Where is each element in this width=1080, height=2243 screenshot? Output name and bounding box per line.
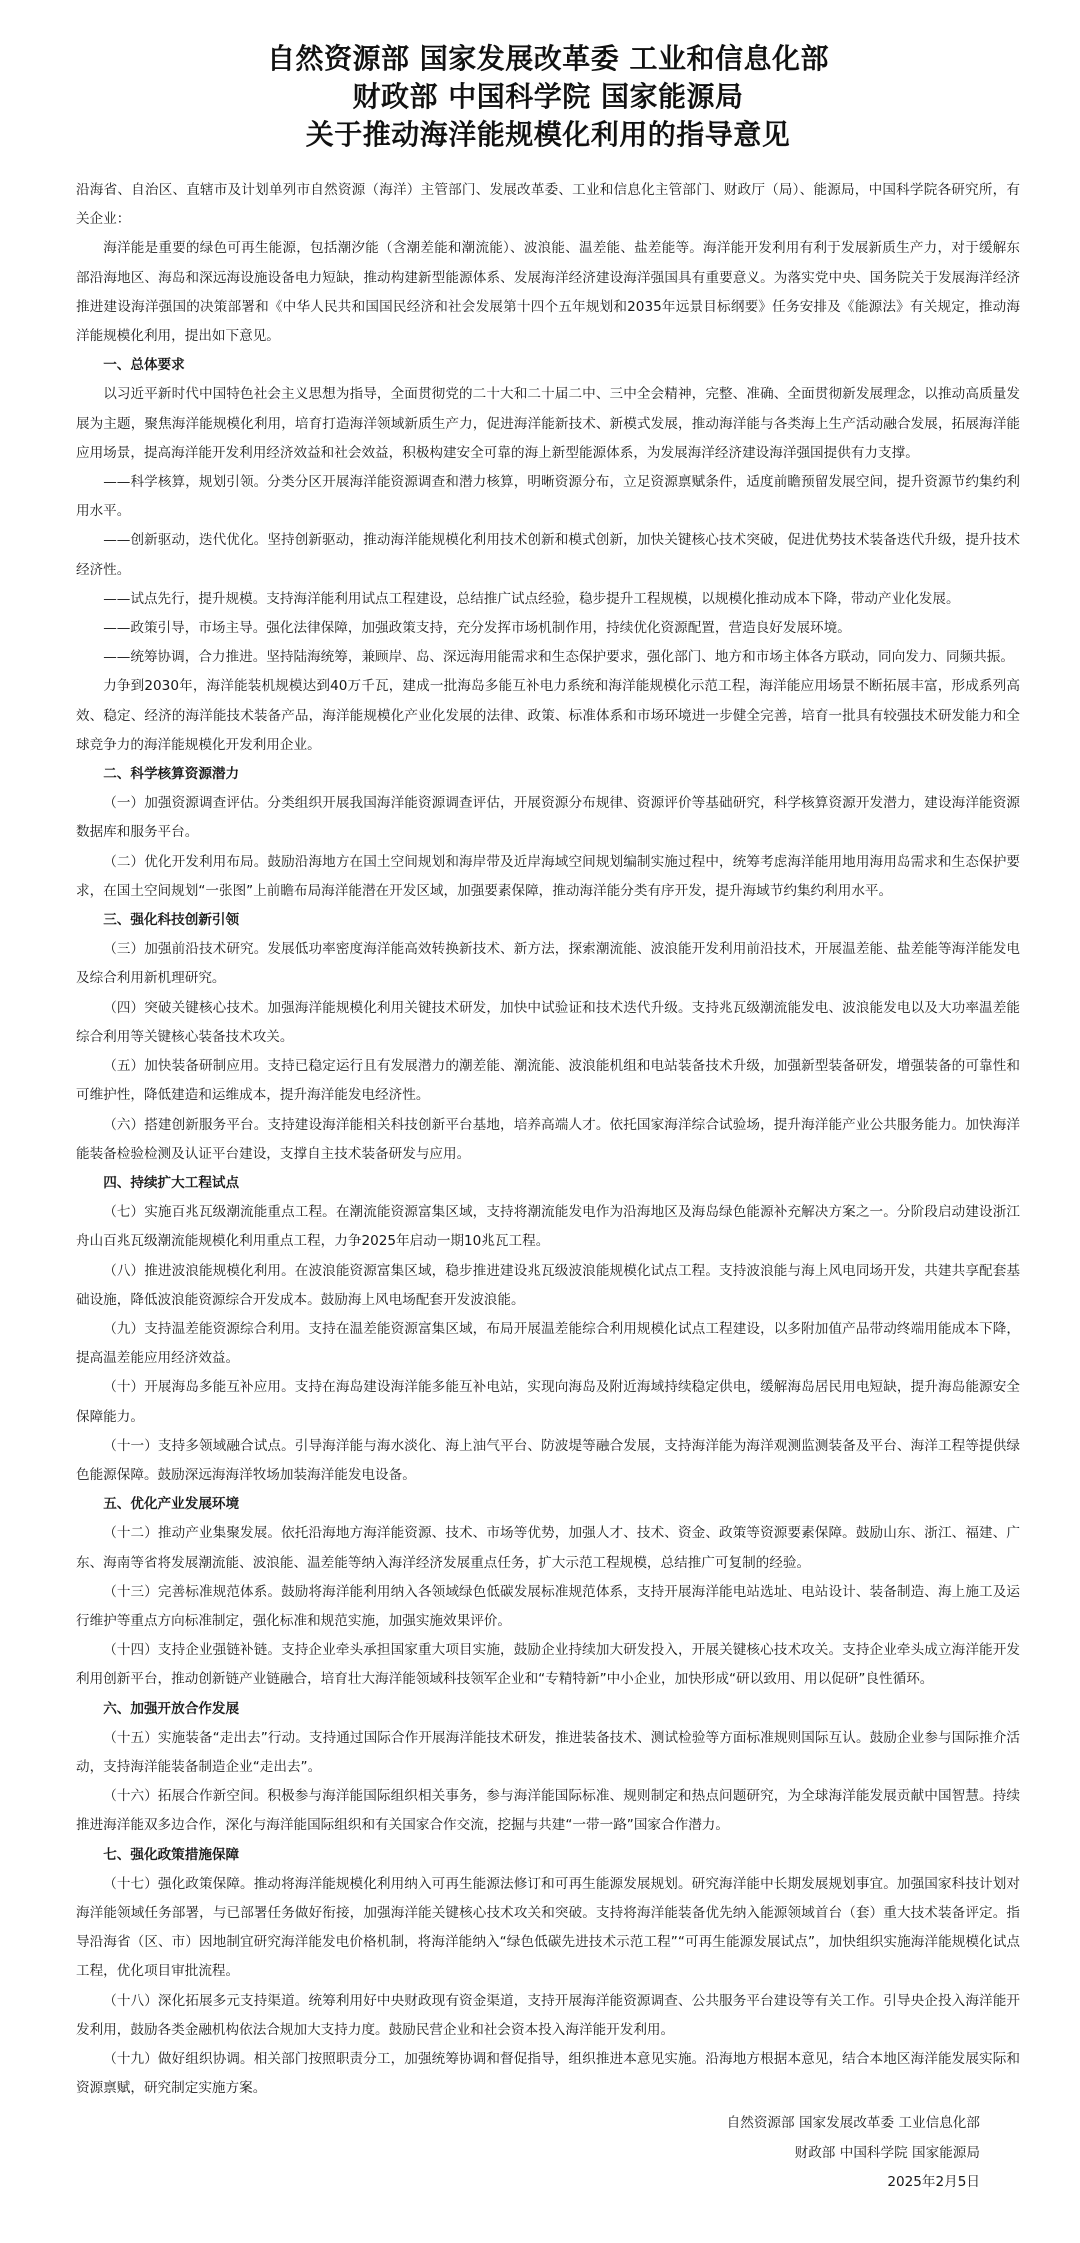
body-paragraph: （十）开展海岛多能互补应用。支持在海岛建设海洋能多能互补电站，实现向海岛及附近海域持续稳定供电，缓解海岛居民用电短缺，提升海岛能源安全保障能力。 [76, 1379, 1020, 1425]
section-heading: 五、优化产业发展环境 [103, 1496, 240, 1513]
body-paragraph: （二）优化开发利用布局。鼓励沿海地方在国土空间规划和海岸带及近岸海域空间规划编制实施过程中，统筹考虑海洋能用地用海用岛需求和生态保护要求，在国土空间规划“一张图”上前瞻布局海洋能潜在开发区域，加强要素保障，推动海洋能分类有序开发，提升海域节约集约利用水平。 [76, 853, 1020, 899]
title-line-2: 财政部 中国科学院 国家能源局 [352, 80, 744, 113]
body-paragraph: （十五）实施装备“走出去”行动。支持通过国际合作开展海洋能技术研发，推进装备技术、测试检验等方面标准规则国际互认。鼓励企业参与国际推介活动，支持海洋能装备制造企业“走出去”。 [76, 1729, 1020, 1775]
body-paragraph: （七）实施百兆瓦级潮流能重点工程。在潮流能资源富集区域，支持将潮流能发电作为沿海地区及海岛绿色能源补充解决方案之一。分阶段启动建设浙江舟山百兆瓦级潮流能规模化利用重点工程，力争2025年启动一期10兆瓦工程。 [76, 1204, 1020, 1250]
document-title [76, 40, 1020, 154]
body-paragraph: （五）加快装备研制应用。支持已稳定运行且有发展潜力的潮差能、潮流能、波浪能机组和电站装备技术升级，加强新型装备研发，增强装备的可靠性和可维护性，降低建造和运维成本，提升海洋能发电经济性。 [76, 1058, 1020, 1104]
body-paragraph: ——科学核算，规划引领。分类分区开展海洋能资源调查和潜力核算，明晰资源分布，立足资源禀赋条件，适度前瞻预留发展空间，提升资源节约集约利用水平。 [76, 474, 1020, 520]
body-paragraph: （十四）支持企业强链补链。支持企业牵头承担国家重大项目实施，鼓励企业持续加大研发投入，开展关键核心技术攻关。支持企业牵头成立海洋能开发利用创新平台，推动创新链产业链融合，培育壮大海洋能领域科技领军企业和“专精特新”中小企业，加快形成“研以致用、用以促研”良性循环。 [76, 1642, 1020, 1688]
title-line-1: 自然资源部 国家发展改革委 工业和信息化部 [267, 42, 829, 75]
body-paragraph: （三）加强前沿技术研究。发展低功率密度海洋能高效转换新技术、新方法，探索潮流能、波浪能开发利用前沿技术，开展温差能、盐差能等海洋能发电及综合利用新机理研究。 [76, 941, 1020, 987]
body-paragraph: （十七）强化政策保障。推动将海洋能规模化利用纳入可再生能源法修订和可再生能源发展规划。研究海洋能中长期发展规划事宜。加强国家科技计划对海洋能领域任务部署，与已部署任务做好衔接，加强海洋能关键核心技术攻关和突破。支持将海洋能装备优先纳入能源领域首台（套）重大技术装备评定。指导沿海省（区、市）因地制宜研究海洋能发电价格机制，将海洋能纳入“绿色低碳先进技术示范工程”“可再生能源发展试点”，加快组织实施海洋能规模化试点工程，优化项目审批流程。 [76, 1875, 1020, 1980]
addressee: 沿海省、自治区、直辖市及计划单列市自然资源（海洋）主管部门、发展改革委、工业和信息化主管部门、财政厅（局）、能源局，中国科学院各研究所，有关企业： [76, 182, 1020, 228]
body-paragraph: （十三）完善标准规范体系。鼓励将海洋能利用纳入各领域绿色低碳发展标准规范体系，支持开展海洋能电站选址、电站设计、装备制造、海上施工及运行维护等重点方向标准制定，强化标准和规范实施，加强实施效果评价。 [76, 1583, 1020, 1629]
signature-line-2: 财政部 中国科学院 国家能源局 [794, 2144, 980, 2161]
body-paragraph: 海洋能是重要的绿色可再生能源，包括潮汐能（含潮差能和潮流能）、波浪能、温差能、盐差能等。海洋能开发利用有利于发展新质生产力，对于缓解东部沿海地区、海岛和深远海设施设备电力短缺，推动构建新型能源体系、发展海洋经济建设海洋强国具有重要意义。为落实党中央、国务院关于发展海洋经济推进建设海洋强国的决策部署和《中华人民共和国国民经济和社会发展第十四个五年规划和2035年远景目标纲要》任务安排及《能源法》有关规定，推动海洋能规模化利用，提出如下意见。 [76, 240, 1020, 345]
title-line-3: 关于推动海洋能规模化利用的指导意见 [305, 118, 791, 151]
signature-block [76, 2109, 1020, 2197]
body-paragraph: （一）加强资源调查评估。分类组织开展我国海洋能资源调查评估，开展资源分布规律、资源评价等基础研究，科学核算资源开发潜力，建设海洋能资源数据库和服务平台。 [76, 795, 1020, 841]
body-paragraph: 力争到2030年，海洋能装机规模达到40万千瓦，建成一批海岛多能互补电力系统和海洋能规模化示范工程，海洋能应用场景不断拓展丰富，形成系列高效、稳定、经济的海洋能技术装备产品，海洋能规模化产业化发展的法律、政策、标准体系和市场环境进一步健全完善，培育一批具有较强技术研发能力和全球竞争力的海洋能规模化开发利用企业。 [76, 678, 1020, 753]
body-paragraph: 以习近平新时代中国特色社会主义思想为指导，全面贯彻党的二十大和二十届二中、三中全会精神，完整、准确、全面贯彻新发展理念，以推动高质量发展为主题，聚焦海洋能规模化利用，培育打造海洋领域新质生产力，促进海洋能新技术、新模式发展，推动海洋能与各类海上生产活动融合发展，拓展海洋能应用场景，提高海洋能开发利用经济效益和社会效益，积极构建安全可靠的海上新型能源体系，为发展海洋经济建设海洋强国提供有力支撑。 [76, 386, 1020, 461]
section-heading: 六、加强开放合作发展 [103, 1700, 240, 1717]
section-heading: 二、科学核算资源潜力 [103, 766, 240, 783]
body-paragraph: （十六）拓展合作新空间。积极参与海洋能国际组织相关事务，参与海洋能国际标准、规则制定和热点问题研究，为全球海洋能发展贡献中国智慧。持续推进海洋能双多边合作，深化与海洋能国际组织和有关国家合作交流，挖掘与共建“一带一路”国家合作潜力。 [76, 1788, 1020, 1834]
body-paragraph: ——政策引导，市场主导。强化法律保障，加强政策支持，充分发挥市场机制作用，持续优化资源配置，营造良好发展环境。 [103, 620, 851, 637]
body-paragraph: ——试点先行，提升规模。支持海洋能利用试点工程建设，总结推广试点经验，稳步提升工程规模，以规模化推动成本下降，带动产业化发展。 [103, 590, 960, 607]
section-heading: 七、强化政策措施保障 [103, 1846, 240, 1863]
document-body [76, 176, 1020, 2103]
body-paragraph: （六）搭建创新服务平台。支持建设海洋能相关科技创新平台基地，培养高端人才。依托国家海洋综合试验场，提升海洋能产业公共服务能力。加快海洋能装备检验检测及认证平台建设，支撑自主技术装备研发与应用。 [76, 1116, 1020, 1162]
body-paragraph: （十二）推动产业集聚发展。依托沿海地方海洋能资源、技术、市场等优势，加强人才、技术、资金、政策等资源要素保障。鼓励山东、浙江、福建、广东、海南等省将发展潮流能、波浪能、温差能等纳入海洋经济发展重点任务，扩大示范工程规模，总结推广可复制的经验。 [76, 1525, 1020, 1571]
body-paragraph: （八）推进波浪能规模化利用。在波浪能资源富集区域，稳步推进建设兆瓦级波浪能规模化试点工程。支持波浪能与海上风电同场开发，共建共享配套基础设施，降低波浪能资源综合开发成本。鼓励海上风电场配套开发波浪能。 [76, 1262, 1020, 1308]
section-heading: 一、总体要求 [103, 357, 185, 374]
body-paragraph: （十九）做好组织协调。相关部门按照职责分工，加强统筹协调和督促指导，组织推进本意见实施。沿海地方根据本意见，结合本地区海洋能发展实际和资源禀赋，研究制定实施方案。 [76, 2051, 1020, 2097]
section-heading: 四、持续扩大工程试点 [103, 1174, 240, 1191]
body-paragraph: （四）突破关键核心技术。加强海洋能规模化利用关键技术研发，加快中试验证和技术迭代升级。支持兆瓦级潮流能发电、波浪能发电以及大功率温差能综合利用等关键核心装备技术攻关。 [76, 999, 1020, 1045]
section-heading: 三、强化科技创新引领 [103, 912, 240, 929]
signature-date: 2025年2月5日 [887, 2173, 980, 2190]
paragraph-list [76, 234, 1020, 2103]
body-paragraph: （九）支持温差能资源综合利用。支持在温差能资源富集区域，布局开展温差能综合利用规模化试点工程建设，以多附加值产品带动终端用能成本下降，提高温差能应用经济效益。 [76, 1320, 1020, 1367]
signature-line-1: 自然资源部 国家发展改革委 工业信息化部 [726, 2115, 980, 2132]
body-paragraph: （十八）深化拓展多元支持渠道。统筹利用好中央财政现有资金渠道，支持开展海洋能资源调查、公共服务平台建设等有关工作。引导央企投入海洋能开发利用，鼓励各类金融机构依法合规加大支持力度。鼓励民营企业和社会资本投入海洋能开发利用。 [76, 1992, 1020, 2038]
body-paragraph: ——创新驱动，迭代优化。坚持创新驱动，推动海洋能规模化利用技术创新和模式创新，加快关键核心技术突破，促进优势技术装备迭代升级，提升技术经济性。 [76, 532, 1020, 578]
body-paragraph: ——统筹协调，合力推进。坚持陆海统筹，兼顾岸、岛、深远海用能需求和生态保护要求，强化部门、地方和市场主体各方联动，同向发力、同频共振。 [103, 649, 1014, 666]
body-paragraph: （十一）支持多领域融合试点。引导海洋能与海水淡化、海上油气平台、防波堤等融合发展，支持海洋能为海洋观测监测装备及平台、海洋工程等提供绿色能源保障。鼓励深远海海洋牧场加装海洋能发电设备。 [76, 1437, 1020, 1483]
